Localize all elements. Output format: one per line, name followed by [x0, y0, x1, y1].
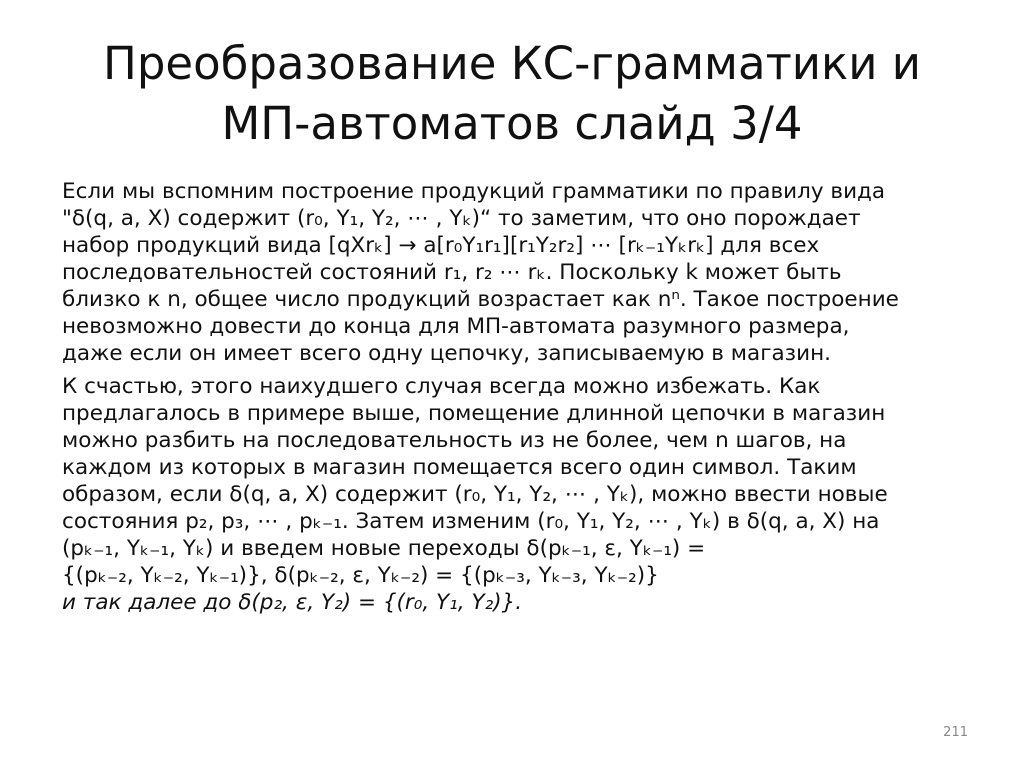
- title-line: МП-автоматов слайд 3/4: [221, 97, 803, 150]
- page-number: 211: [943, 725, 968, 740]
- text-line: невозможно довести до конца для МП-автомата разумного размера,: [62, 314, 850, 339]
- text-line: можно разбить на последовательность из не более, чем n шагов, на: [62, 428, 847, 453]
- text-line: Если мы вспомним построение продукций грамматики по правилу вида: [62, 179, 886, 204]
- slide-title: [40, 34, 984, 154]
- text-line: К счастью, этого наихудшего случая всегда можно избежать. Как: [62, 374, 821, 399]
- slide-body: [62, 178, 992, 622]
- text-line: близко к n, общее число продукций возрастает как nⁿ. Такое построение: [62, 287, 899, 312]
- text-line: состояния p₂, p₃, ⋯ , pₖ₋₁. Затем изменим (r₀, Y₁, Y₂, ⋯ , Yₖ) в δ(q, a, X) на: [62, 509, 880, 534]
- text-line: предлагалось в примере выше, помещение длинной цепочки в магазин: [62, 401, 886, 426]
- text-line: образом, если δ(q, a, X) содержит (r₀, Y₁, Y₂, ⋯ , Yₖ), можно ввести новые: [62, 482, 888, 507]
- text-line-italic: и так далее до δ(p₂, ε, Y₂) = {(r₀, Y₁, Y₂)}.: [62, 590, 523, 615]
- text-line: "δ(q, a, X) содержит (r₀, Y₁, Y₂, ⋯ , Yₖ)“ то заметим, что оно порождает: [62, 206, 861, 231]
- text-line: набор продукций вида [qXrₖ] → a[r₀Y₁r₁][r₁Y₂r₂] ⋯ [rₖ₋₁Yₖrₖ] для всех: [62, 233, 820, 258]
- paragraph-worst-case: [62, 373, 992, 616]
- title-line: Преобразование КС-грамматики и: [102, 37, 922, 90]
- text-line: каждом из которых в магазин помещается всего один символ. Таким: [62, 455, 857, 480]
- text-line: (pₖ₋₁, Yₖ₋₁, Yₖ) и введем новые переходы δ(pₖ₋₁, ε, Yₖ₋₁) =: [62, 536, 706, 561]
- text-line: даже если он имеет всего одну цепочку, записываемую в магазин.: [62, 341, 831, 366]
- text-line: последовательностей состояний r₁, r₂ ⋯ rₖ. Поскольку k может быть: [62, 260, 842, 285]
- paragraph-grammar-productions: [62, 178, 992, 367]
- text-line: {(pₖ₋₂, Yₖ₋₂, Yₖ₋₁)}, δ(pₖ₋₂, ε, Yₖ₋₂) = {(pₖ₋₃, Yₖ₋₃, Yₖ₋₂)}: [62, 563, 659, 588]
